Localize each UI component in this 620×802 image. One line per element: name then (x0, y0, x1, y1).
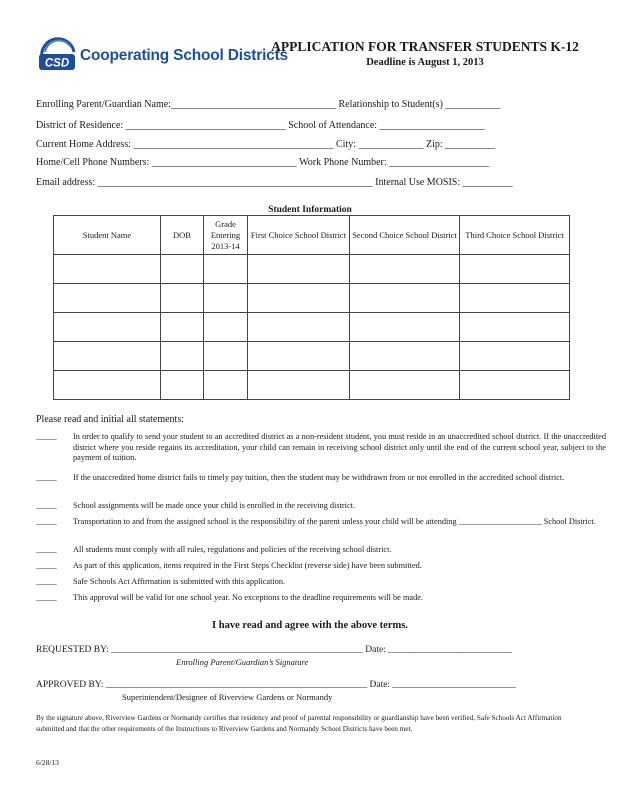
initial-blank[interactable]: _____ (36, 432, 57, 441)
logo-swoosh-icon (36, 36, 80, 80)
student-info-table (53, 215, 570, 400)
table-row (54, 313, 570, 342)
table-row (54, 255, 570, 284)
statement-text: This approval will be valid for one school year. No exceptions to the deadline requirements will be made. (73, 593, 423, 602)
approved-caption: Superintendent/Designee of Riverview Gardens or Normandy (122, 692, 333, 702)
agreement-heading: I have read and agree with the above terms. (212, 620, 408, 631)
statement-text: Transportation to and from the assigned school is the responsibility of the parent unless your child will be attending ____________________ School District. (73, 517, 596, 526)
field-phone-numbers[interactable]: Home/Cell Phone Numbers: _____________________________ Work Phone Number: ____________________ (36, 157, 490, 168)
col-first-choice: First Choice School District (248, 216, 350, 255)
field-home-address[interactable]: Current Home Address: ________________________________________ City: _____________ Zip: __________ (36, 139, 496, 150)
statement-text: School assignments will be made once your child is enrolled in the receiving district. (73, 501, 356, 510)
form-title: APPLICATION FOR TRANSFER STUDENTS K-12 (271, 39, 579, 54)
field-parent-name[interactable]: Enrolling Parent/Guardian Name:_________________________________ Relationship to Student(s) ___________ (36, 99, 501, 110)
initial-blank[interactable]: _____ (36, 501, 57, 510)
col-dob: DOB (161, 216, 204, 255)
requested-by-line[interactable]: REQUESTED BY: _____________________________________________________ Date: __________________________ (36, 645, 512, 655)
logo-mark: CSD (44, 57, 70, 70)
col-second-choice: Second Choice School District (350, 216, 460, 255)
org-name: Cooperating School Districts (80, 47, 288, 64)
requested-caption: Enrolling Parent/Guardian’s Signature (176, 657, 309, 667)
col-third-choice: Third Choice School District (460, 216, 570, 255)
table-row (54, 371, 570, 400)
statement-text: If the unaccredited home district fails to timely pay tuition, then the student may be withdrawn from or not enrolled in the accredited school district. (73, 473, 565, 482)
col-student-name: Student Name (54, 216, 161, 255)
statement-text: In order to qualify to send your student to an accredited district as a non-resident student, you must reside in an unaccredited school district. If the unaccredited district where you reside regains its accreditation, your child can remain in receiving school district only until the end of the current school year, subject to the payment of tuition. (73, 432, 606, 462)
col-grade-entering: Grade Entering 2013-14 (204, 216, 248, 255)
field-email[interactable]: Email address: _______________________________________________________ Internal Use MOSIS: __________ (36, 177, 513, 188)
statements-heading: Please read and initial all statements: (36, 414, 185, 425)
revision-date: 6/28/13 (36, 758, 59, 767)
initial-blank[interactable]: _____ (36, 561, 57, 570)
initial-blank[interactable]: _____ (36, 593, 57, 602)
initial-blank[interactable]: _____ (36, 473, 57, 482)
initial-blank[interactable]: _____ (36, 517, 57, 526)
statement-text: Safe Schools Act Affirmation is submitted with this application. (73, 577, 286, 586)
statement-text: All students must comply with all rules, regulations and policies of the receiving school district. (73, 545, 392, 554)
approved-by-line[interactable]: APPROVED BY: _______________________________________________________ Date: __________________________ (36, 680, 516, 690)
deadline: Deadline is August 1, 2013 (366, 57, 484, 68)
table-caption: Student Information (268, 205, 352, 215)
csd-logo (36, 36, 288, 80)
table-row (54, 342, 570, 371)
initial-blank[interactable]: _____ (36, 545, 57, 554)
footer-note: By the signature above, Riverview Gardens or Normandy certifies that residency and proof of parental responsibility or guardianship have been verified, Safe Schools Act Affirmation submitted and that the other requirements of the Instructions to Riverview Gardens and Normandy School Districts have been met. (36, 714, 562, 733)
table-row (54, 284, 570, 313)
initial-blank[interactable]: _____ (36, 577, 57, 586)
statement-text: As part of this application, items required in the First Steps Checklist (reverse side) have been submitted. (73, 561, 422, 570)
field-district-residence[interactable]: District of Residence: ________________________________ School of Attendance: _____________________ (36, 120, 485, 131)
